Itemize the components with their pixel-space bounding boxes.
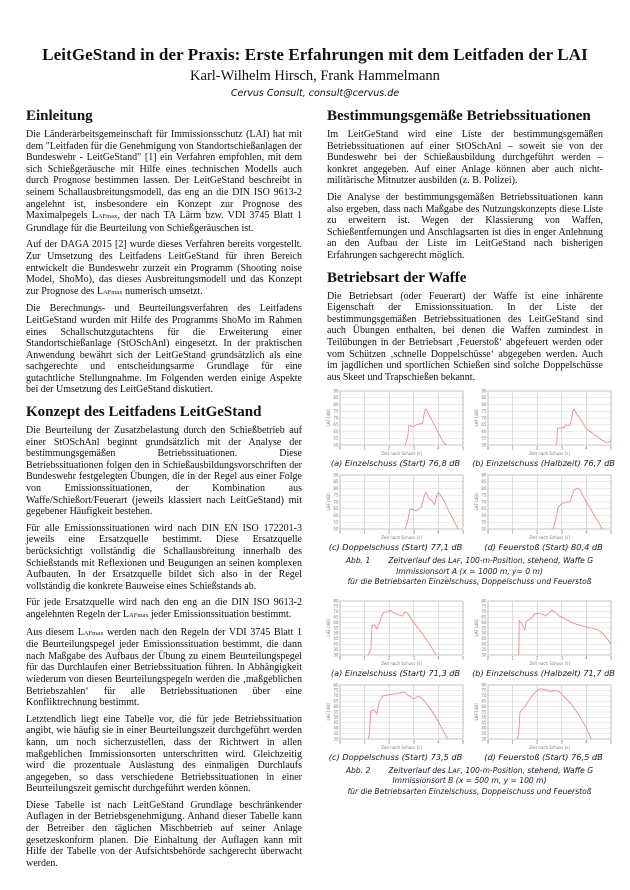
y-tick-label: 50 [332, 630, 338, 636]
chart-f1d [474, 472, 614, 540]
y-tick-label: 70 [332, 499, 338, 505]
y-tick-label: 35 [480, 730, 486, 736]
y-axis-label: LAF [dB] [473, 619, 479, 637]
y-tick-label: 80 [480, 486, 486, 492]
x-tick-label: 0 [338, 445, 341, 451]
paragraph: Auf der DAGA 2015 [2] wurde dieses Verfahren bereits vorgestellt. Zur Umsetzung des Leitfadens LeitGeStand für ihren Bereich entwickelt die Bundeswehr zurzeit ein Programm (Shooting noise Model, ShoMo), das dieses Ausbreitungsmodell und das Konzept zur Prognose des LAFmax numerisch umsetzt. [26, 239, 302, 297]
y-tick-label: 50 [480, 526, 486, 532]
chart-caption: (b) Einzelschuss (Halbzeit) 71,7 dB [472, 667, 615, 678]
chart-f2c [326, 682, 466, 750]
x-tick-label: 5 [461, 445, 464, 451]
y-tick-label: 40 [332, 641, 338, 647]
y-tick-label: 55 [480, 519, 486, 525]
y-tick-label: 60 [480, 619, 486, 625]
y-axis-label: LAF [dB] [473, 409, 479, 427]
y-tick-label: 35 [332, 646, 338, 652]
chart-panel [323, 472, 468, 556]
y-tick-label: 80 [480, 682, 486, 688]
chart-panel [323, 598, 468, 682]
x-tick-label: 5 [609, 655, 612, 661]
x-axis-label: Zeit nach Schuss [s] [380, 451, 422, 457]
x-tick-label: 0 [486, 529, 489, 535]
chart-f2d [474, 682, 614, 750]
x-tick-label: 2 [535, 529, 538, 535]
y-tick-label: 85 [332, 395, 338, 401]
x-tick-label: 2 [535, 739, 538, 745]
y-tick-label: 40 [480, 641, 486, 647]
y-tick-label: 65 [332, 506, 338, 512]
x-tick-label: 3 [412, 739, 415, 745]
affiliation: Cervus Consult, consult@cervus.de [230, 88, 400, 99]
y-tick-label: 90 [332, 388, 338, 394]
x-tick-label: 0 [486, 655, 489, 661]
chart-panel [323, 682, 468, 766]
y-tick-label: 75 [480, 492, 486, 498]
x-tick-label: 4 [584, 529, 588, 535]
x-tick-label: 1 [510, 739, 514, 745]
y-axis-label: LAF [dB] [325, 493, 331, 511]
data-line [518, 610, 610, 655]
y-tick-label: 70 [332, 608, 338, 614]
x-tick-label: 4 [436, 529, 440, 535]
x-tick-label: 1 [510, 529, 514, 535]
data-line [368, 692, 448, 739]
x-tick-label: 0 [338, 655, 341, 661]
y-tick-label: 80 [332, 402, 338, 408]
chart-panel [471, 388, 616, 472]
y-tick-label: 50 [332, 714, 338, 720]
y-tick-label: 75 [480, 408, 486, 414]
y-tick-label: 65 [332, 698, 338, 704]
y-axis-label: LAF [dB] [325, 619, 331, 637]
y-tick-label: 50 [332, 526, 338, 532]
data-line [555, 409, 610, 445]
authors: Karl-Wilhelm Hirsch, Frank Hammelmann [190, 68, 440, 84]
y-tick-label: 65 [480, 614, 486, 620]
y-tick-label: 75 [480, 687, 486, 693]
x-axis-label: Zeit nach Schuss [s] [528, 535, 570, 541]
y-tick-label: 35 [332, 730, 338, 736]
x-tick-label: 1 [362, 445, 366, 451]
y-tick-label: 80 [332, 486, 338, 492]
y-tick-label: 50 [480, 442, 486, 448]
x-tick-label: 2 [387, 445, 390, 451]
chart-panel [471, 682, 616, 766]
y-tick-label: 75 [332, 603, 338, 609]
x-axis-label: Zeit nach Schuss [s] [380, 744, 422, 750]
chart-caption: (d) Feuerstoß (Start) 76,5 dB [484, 751, 603, 762]
right-column [325, 108, 615, 807]
x-tick-label: 3 [560, 445, 563, 451]
y-tick-label: 40 [332, 725, 338, 731]
figure-2-caption: Abb. 2 Zeitverlauf des LAF, 100-m-Position, stehend, Waffe G Immissionsort B (x = 500 m, y = 100 m) für die Betriebsarten Einzelschuss, Doppelschuss und Feuerstoß [345, 765, 594, 796]
y-tick-label: 85 [480, 395, 486, 401]
paragraph: Die Länderarbeitsgemeinschaft für Immissionsschutz (LAI) hat mit dem "Leitfaden für die Genehmigung von Standortschießanlagen der Bundeswehr - LeitGeStand" [1] ein Verfahren empfohlen, mit dem sich Schießgeräusche mit Hilfe eines technischen Modells auch durch Prognose bestimmen lassen. Der LeitGeStand beschreibt in seinem Schallausbreitungsmodell, das eng an die DIN ISO 9613-2 angelehnt ist, insbesondere ein Konzept zur Prognose des Maximalpegels LAFmax, der nach TA Lärm bzw. VDI 3745 Blatt 1 Grundlage für die Beurteilung von Schießgeräuschen ist. [26, 129, 302, 234]
y-tick-label: 45 [480, 719, 486, 725]
chart-panel [323, 388, 468, 472]
y-tick-label: 80 [332, 682, 338, 688]
x-tick-label: 0 [338, 529, 341, 535]
paragraph: Diese Tabelle ist nach LeitGeStand Grundlage beschränkender Auflagen in der Betriebsgenehmigung. Anhand dieser Tabelle kann der Betreiber den täglichen Mischbetrieb auf seiner Anlage gesetzeskonform planen. Die Einhaltung der Auflagen kann mit Hilfe der Tabelle von der Aufsichtsbehörde sachgerecht überwacht werden. [26, 799, 302, 869]
y-tick-label: 90 [480, 472, 486, 478]
x-tick-label: 3 [412, 529, 415, 535]
y-tick-label: 70 [332, 415, 338, 421]
y-tick-label: 70 [480, 692, 486, 698]
y-axis-label: LAF [dB] [473, 703, 479, 721]
y-tick-label: 55 [480, 625, 486, 631]
x-tick-label: 0 [338, 739, 341, 745]
y-tick-label: 85 [332, 479, 338, 485]
data-line [405, 409, 447, 445]
y-tick-label: 30 [332, 652, 338, 658]
y-tick-label: 55 [332, 625, 338, 631]
y-tick-label: 55 [332, 519, 338, 525]
y-tick-label: 40 [480, 725, 486, 731]
x-tick-label: 5 [461, 655, 464, 661]
chart-f1a [326, 388, 466, 456]
y-tick-label: 70 [480, 608, 486, 614]
chart-caption: (c) Doppelschuss (Start) 77,1 dB [328, 542, 463, 553]
y-tick-label: 55 [332, 435, 338, 441]
data-line [405, 493, 458, 530]
y-tick-label: 55 [480, 435, 486, 441]
x-tick-label: 5 [609, 739, 612, 745]
data-line [517, 689, 591, 739]
chart-caption: (a) Einzelschuss (Start) 71,3 dB [330, 667, 461, 678]
paragraph: Die Analyse der bestimmungsgemäßen Betriebssituationen kann also ergeben, dass nach Maßgabe des Nutzungskonzepts diese Liste zu erweitern ist. Wegen der Klassierung von Waffen, Schießentfernungen und Anschlagsarten ist dies in enger Anlehnung an den Aufbau der Liste im LeitGeStand nach bisherigen Erfahrungen sachgerecht möglich. [327, 191, 603, 261]
y-tick-label: 60 [480, 703, 486, 709]
x-tick-label: 4 [436, 445, 440, 451]
chart-caption: (c) Doppelschuss (Start) 73,5 dB [328, 751, 463, 762]
y-tick-label: 50 [332, 442, 338, 448]
x-axis-label: Zeit nach Schuss [s] [528, 744, 570, 750]
y-tick-label: 45 [332, 635, 338, 641]
y-tick-label: 75 [332, 492, 338, 498]
x-tick-label: 1 [362, 529, 366, 535]
x-tick-label: 2 [387, 655, 390, 661]
x-tick-label: 4 [436, 655, 440, 661]
figure-1 [323, 388, 616, 556]
figure-1-caption: Abb. 1 Zeitverlauf des LAF, 100-m-Position, stehend, Waffe G Immissionsort A (x = 1000 m, y= 0 m) für die Betriebsarten Einzelschuss, Doppelschuss und Feuerstoß [345, 556, 594, 587]
x-axis-label: Zeit nach Schuss [s] [528, 660, 570, 666]
y-tick-label: 90 [332, 472, 338, 478]
y-tick-label: 30 [480, 736, 486, 742]
y-tick-label: 80 [480, 598, 486, 604]
chart-f2a [326, 598, 466, 666]
chart-f1b [474, 388, 614, 456]
x-tick-label: 3 [412, 445, 415, 451]
chart-caption: (b) Einzelschuss (Halbzeit) 76,7 dB [472, 458, 615, 469]
y-axis-label: LAF [dB] [325, 703, 331, 721]
y-tick-label: 60 [332, 619, 338, 625]
y-tick-label: 75 [480, 603, 486, 609]
y-tick-label: 60 [332, 703, 338, 709]
x-tick-label: 0 [486, 445, 489, 451]
paragraph: Die Beurteilung der Zusatzbelastung durch den Schießbetrieb auf einer StOSchAnl beginnt grundsätzlich mit der Analyse der bestimmungsgemäßen Betriebssituationen. Diese Betriebssituationen folgen den in Schießausbildungsvorschriften der Bundeswehr festgelegten Übungen, die in der Regel aus einer Folge von Emissionssituationen, der Kombination aus Waffe/Schießort/Feuerart (jeweils klassiert nach LeitGeStand) mit gegebener Häufigkeit bestehen. [26, 425, 302, 518]
chart-f2b [474, 598, 614, 666]
y-tick-label: 85 [480, 479, 486, 485]
y-tick-label: 60 [480, 513, 486, 519]
y-tick-label: 55 [480, 709, 486, 715]
paragraph: Die Betriebsart (oder Feuerart) der Waffe ist eine inhärente Eigenschaft der Emissionssituation. In der Liste der bestimmungsgemäßen Betriebssituationen des LeitGeStand sind auch Übungen enthalten, bei denen die Waffen zumindest in Teilübungen in der Betriebsart ‚Feuerstoß‘ abgefeuert werden oder vom Schützen ‚schnelle Doppelschüsse‘ abgegeben werden. Auch im jagdlichen und sportlichen Schießen sind solche Doppelschüsse aus Skeet und Trapschießen bekannt. [327, 290, 603, 383]
paper-title: LeitGeStand in der Praxis: Erste Erfahrungen mit dem Leitfaden der LAI [42, 45, 588, 64]
x-tick-label: 4 [584, 739, 588, 745]
y-tick-label: 65 [480, 422, 486, 428]
paragraph: Im LeitGeStand wird eine Liste der bestimmungsgemäßen Betriebssituationen auf einer StOSchAnl – soweit sie von der Bundeswehr bei der Schießausbildung durchgeführt werden – konkret angegeben. Auf einer Anlage können aber auch nicht-militärische Mitnutzer ausbilden (z. B. Polizei). [327, 129, 603, 187]
y-tick-label: 80 [332, 598, 338, 604]
y-tick-label: 50 [480, 630, 486, 636]
section-heading-betriebssituationen: Bestimmungsgemäße Betriebssituationen [327, 108, 591, 124]
x-tick-label: 1 [510, 655, 514, 661]
y-tick-label: 45 [332, 719, 338, 725]
y-tick-label: 65 [332, 422, 338, 428]
x-tick-label: 5 [461, 739, 464, 745]
x-tick-label: 5 [609, 445, 612, 451]
y-tick-label: 90 [480, 388, 486, 394]
paragraph: Für jede Ersatzquelle wird nach den eng an die DIN ISO 9613-2 angelehnten Regeln der LAFmax jeder Emissionssituation bestimmt. [26, 597, 302, 620]
x-axis-label: Zeit nach Schuss [s] [380, 535, 422, 541]
y-tick-label: 70 [480, 499, 486, 505]
x-tick-label: 2 [387, 529, 390, 535]
x-tick-label: 1 [362, 739, 366, 745]
y-tick-label: 30 [332, 736, 338, 742]
x-tick-label: 1 [510, 445, 514, 451]
y-axis-label: LAF [dB] [473, 493, 479, 511]
x-tick-label: 3 [560, 529, 563, 535]
chart-panel [471, 472, 616, 556]
x-tick-label: 4 [584, 655, 588, 661]
section-heading-betriebsart: Betriebsart der Waffe [327, 269, 467, 286]
y-tick-label: 30 [480, 652, 486, 658]
x-tick-label: 3 [560, 739, 563, 745]
left-column [26, 108, 302, 874]
paragraph: Aus diesem LAFmax werden nach den Regeln der VDI 3745 Blatt 1 die Beurteilungspegel jeder Emissionssituation bestimmt, die dann nach Maßgabe des Aufbaus der Übung zu einem Beurteilungspegel für das Durchlaufen einer Betriebssituation führen. In Abhängigkeit wiederum von diesen Beurteilungspegeln werden die ‚maßgeblichen Betriebszahlen‘ für alle Betriebssituationen über eine Konfliktrechnung bestimmt. [26, 626, 303, 709]
chart-caption: (d) Feuerstoß (Start) 80,4 dB [484, 542, 603, 553]
y-tick-label: 80 [480, 402, 486, 408]
x-axis-label: Zeit nach Schuss [s] [380, 660, 422, 666]
y-tick-label: 65 [480, 698, 486, 704]
chart-panel [471, 598, 616, 682]
y-tick-label: 70 [480, 415, 486, 421]
x-tick-label: 5 [609, 529, 612, 535]
x-tick-label: 2 [535, 655, 538, 661]
y-tick-label: 65 [332, 614, 338, 620]
y-tick-label: 60 [332, 429, 338, 435]
section-heading-einleitung: Einleitung [26, 108, 93, 124]
figure-2 [323, 598, 616, 766]
x-tick-label: 0 [486, 739, 489, 745]
paragraph: Letztendlich liegt eine Tabelle vor, die für jede Betriebssituation angibt, wie häufig sie in einer Beurteilungszeit durchgeführt werden kann, um noch sicherzustellen, dass der Richtwert in allen maßgeblichen Immissionsorten unterschritten wird. Gleichzeitig wird die prozentuale Auslastung des einmaligen Durchlaufs angegeben, so dass verschiedene Betriebssituationen in einer Beurteilungszeit gemischt durchgeführt werden können. [26, 713, 302, 795]
y-axis-label: LAF [dB] [325, 409, 331, 427]
y-tick-label: 60 [480, 429, 486, 435]
y-tick-label: 75 [332, 687, 338, 693]
x-tick-label: 5 [461, 529, 464, 535]
x-tick-label: 3 [412, 655, 415, 661]
x-tick-label: 2 [535, 445, 538, 451]
x-tick-label: 4 [584, 445, 588, 451]
x-tick-label: 3 [560, 655, 563, 661]
y-tick-label: 65 [480, 506, 486, 512]
y-tick-label: 75 [332, 408, 338, 414]
x-tick-label: 4 [436, 739, 440, 745]
paragraph: Die Berechnungs- und Beurteilungsverfahren des Leitfadens LeitGeStand wurden mit Hilfe des Programms ShoMo im Rahmen eines Schallschutzgutachtens für die Erweiterung einer Standortschießanlage (StOSchAnl) eingesetzt. In der praktischen Anwendung bewährt sich der LeitGeStand grundsätzlich als eine sachgerechte und entscheidungsarme Grundlage für eine gutachtliche Stellungnahme. Im Folgenden werden einige Aspekte bei der Umsetzung des LeitGeStand diskutiert. [26, 303, 302, 396]
y-tick-label: 55 [332, 709, 338, 715]
y-tick-label: 70 [332, 692, 338, 698]
chart-f1c [326, 472, 466, 540]
y-tick-label: 45 [480, 635, 486, 641]
y-tick-label: 35 [480, 646, 486, 652]
x-tick-label: 2 [387, 739, 390, 745]
y-tick-label: 50 [480, 714, 486, 720]
paragraph: Für alle Emissionssituationen wird nach DIN EN ISO 172201-3 jeweils eine Ersatzquelle bestimmt. Diese Ersatzquelle berücksichtigt vollständig die Schallausbreitung innerhalb des Schießstands mit Reflexionen und Beugungen an seinen komplexen Aufbauten. In der Ersatzquelle bildet sich also in der Regel vollständig die konkrete Bauweise eines Schießstands ab. [26, 522, 302, 592]
y-tick-label: 60 [332, 513, 338, 519]
chart-caption: (a) Einzelschuss (Start) 76,8 dB [330, 458, 461, 469]
x-axis-label: Zeit nach Schuss [s] [528, 451, 570, 457]
x-tick-label: 1 [362, 655, 366, 661]
section-heading-konzept: Konzept des Leitfadens LeitGeStand [26, 404, 262, 421]
